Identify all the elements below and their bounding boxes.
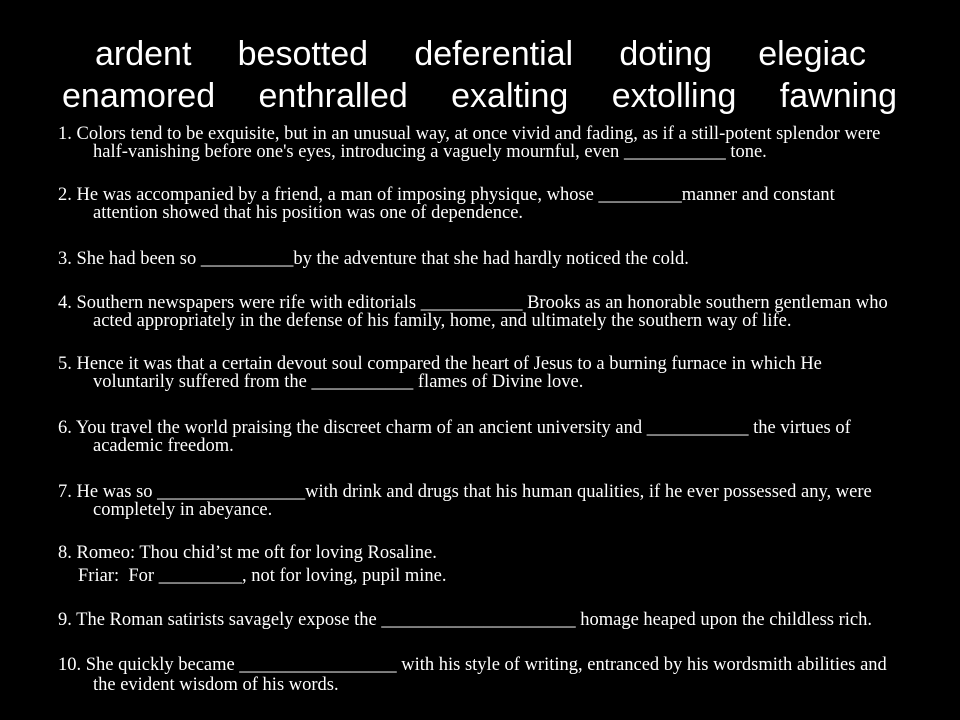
question-line [58,373,822,392]
question-4 [58,294,888,331]
answer-blank: ___________ [311,372,414,392]
question-line [58,204,835,223]
question-text: 5. Hence it was that a certain devout soul compared the heart of Jesus to a burning furnace in which He [58,353,822,374]
question-3 [58,250,689,269]
question-line [58,355,822,374]
answer-blank: ___________ [623,142,726,162]
question-text: 8. Romeo: Thou chid’st me oft for loving Rosaline. [58,542,437,563]
word-bank-word: deferential [414,35,574,73]
answer-blank: ___________ [646,417,749,438]
question-9 [58,611,872,630]
word-bank-word: elegiac [758,35,866,73]
answer-blank: _________ [598,184,682,205]
answer-blank: _____________________ [381,609,576,630]
question-text: half-vanishing before one's eyes, introducing a vaguely mournful, even [93,142,624,162]
question-line [58,483,872,502]
question-text: acted appropriately in the defense of his family, home, and ultimately the southern way of life. [93,311,792,331]
question-6 [58,419,851,456]
question-text: voluntarily suffered from the [93,372,312,392]
question-text: completely in abeyance. [93,500,273,520]
word-bank-row [62,75,897,117]
question-text: flames of Divine love. [413,372,584,392]
question-line [58,125,880,144]
question-line [58,250,689,269]
question-line [58,312,888,331]
question-text: with his style of writing, entranced by his wordsmith abilities and [396,654,887,675]
question-text: the evident wisdom of his words. [93,674,339,695]
question-line [58,501,872,520]
question-text: the virtues of [748,417,851,438]
word-bank-word: exalting [451,77,569,115]
question-7 [58,483,872,520]
question-text: with drink and drugs that his human qualities, if he ever possessed any, were [305,481,872,502]
word-bank-word: fawning [779,77,897,115]
word-bank-word: doting [619,35,712,73]
question-text: attention showed that his position was one of dependence. [93,203,524,223]
question-line [58,676,887,695]
question-text: 9. The Roman satirists savagely expose the [58,609,382,630]
question-text: 7. He was so [58,481,158,502]
question-line [58,656,887,675]
answer-blank: ________________ [157,481,306,502]
question-text: Brooks as an honorable southern gentleman who [522,292,888,313]
question-text: , not for loving, pupil mine. [241,565,447,586]
question-text: academic freedom. [93,436,234,456]
question-text: Friar: For [78,565,159,586]
word-bank-word: enthralled [258,77,408,115]
question-text: 2. He was accompanied by a friend, a man of imposing physique, whose [58,184,599,205]
answer-blank: _________________ [239,654,397,675]
question-10 [58,656,887,695]
question-text: homage heaped upon the childless rich. [575,609,873,630]
answer-blank: _________ [158,565,242,586]
word-bank-word: ardent [95,35,192,73]
question-text: by the adventure that she had hardly noticed the cold. [293,248,689,269]
question-text: tone. [725,142,767,162]
answer-blank: ___________ [420,292,523,313]
question-line [58,611,872,630]
word-bank-word: extolling [611,77,737,115]
question-text: 1. Colors tend to be exquisite, but in an unusual way, at once vivid and fading, as if a still-potent splendor were [58,123,881,144]
question-text: 3. She had been so [58,248,201,269]
question-line [58,294,888,313]
question-8 [58,544,446,586]
question-text: 10. She quickly became [58,654,240,675]
question-1 [58,125,880,162]
question-line [58,567,446,586]
word-bank-row [95,33,866,75]
question-line [58,437,851,456]
question-5 [58,355,822,392]
question-text: 6. You travel the world praising the discreet charm of an ancient university and [58,417,647,438]
answer-blank: __________ [200,248,294,269]
question-2 [58,186,835,223]
question-line [58,143,880,162]
word-bank-word: enamored [62,77,216,115]
question-line [58,186,835,205]
word-bank-word: besotted [237,35,369,73]
question-line [58,544,446,563]
question-text: manner and constant [681,184,835,205]
question-line [58,419,851,438]
question-text: 4. Southern newspapers were rife with editorials [58,292,421,313]
